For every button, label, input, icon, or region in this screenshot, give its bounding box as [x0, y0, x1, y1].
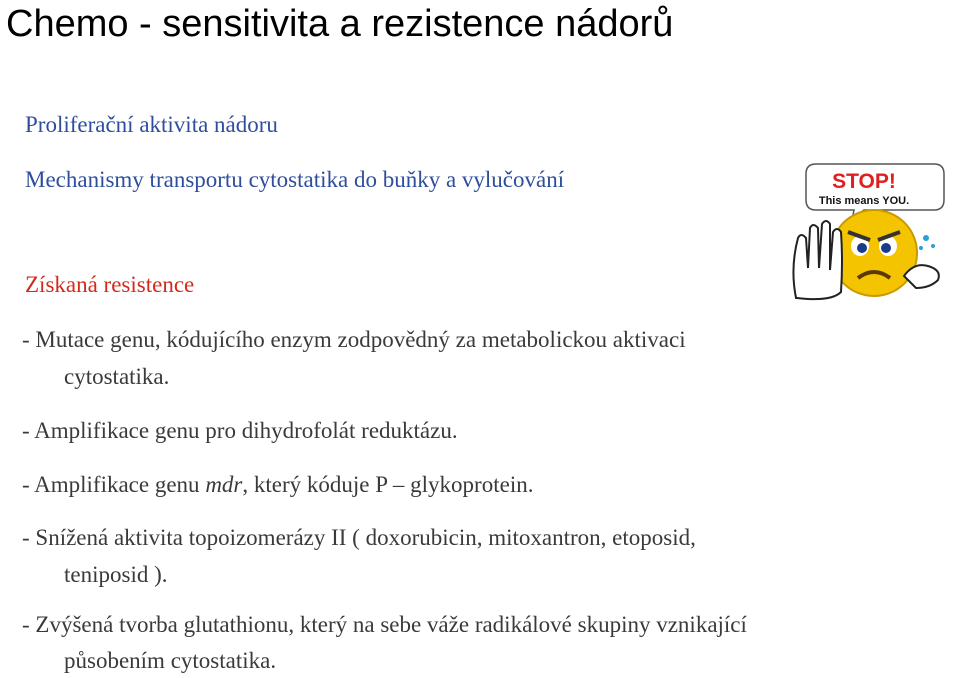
topic-transport: Mechanismy transportu cytostatika do buňky a vylučování [25, 167, 565, 192]
item-mdr [22, 472, 533, 498]
hand-icon [793, 221, 842, 299]
topic-proliferation: Proliferační aktivita nádoru [25, 112, 278, 137]
this-means-you-text: This means YOU. [818, 195, 910, 207]
stop-text: STOP! [832, 170, 896, 193]
item-mutation-cont: cytostatika. [64, 364, 170, 389]
item-dhfr: - Amplifikace genu pro dihydrofolát reduktázu. [22, 418, 458, 443]
item-glutathione-cont: působením cytostatika. [64, 648, 277, 673]
item-mdr-post: , který kóduje P – glykoprotein. [242, 472, 534, 497]
item-topoisomerase-cont: teniposid ). [64, 562, 168, 587]
item-mdr-pre: - Amplifikace genu [22, 472, 206, 497]
item-topoisomerase: - Snížená aktivita topoizomerázy II ( doxorubicin, mitoxantron, etoposid, [22, 525, 696, 550]
item-mutation: - Mutace genu, kódujícího enzym zodpovědný za metabolickou aktivaci [22, 327, 686, 352]
angry-face-icon [831, 210, 917, 296]
item-glutathione: - Zvýšená tvorba glutathionu, který na sebe váže radikálové skupiny vznikající [22, 612, 747, 637]
section-heading: Získaná resistence [25, 272, 195, 297]
stop-emoji-illustration [786, 158, 946, 308]
slide-title: Chemo - sensitivita a rezistence nádorů [6, 3, 674, 45]
item-mdr-gene: mdr [205, 472, 243, 497]
